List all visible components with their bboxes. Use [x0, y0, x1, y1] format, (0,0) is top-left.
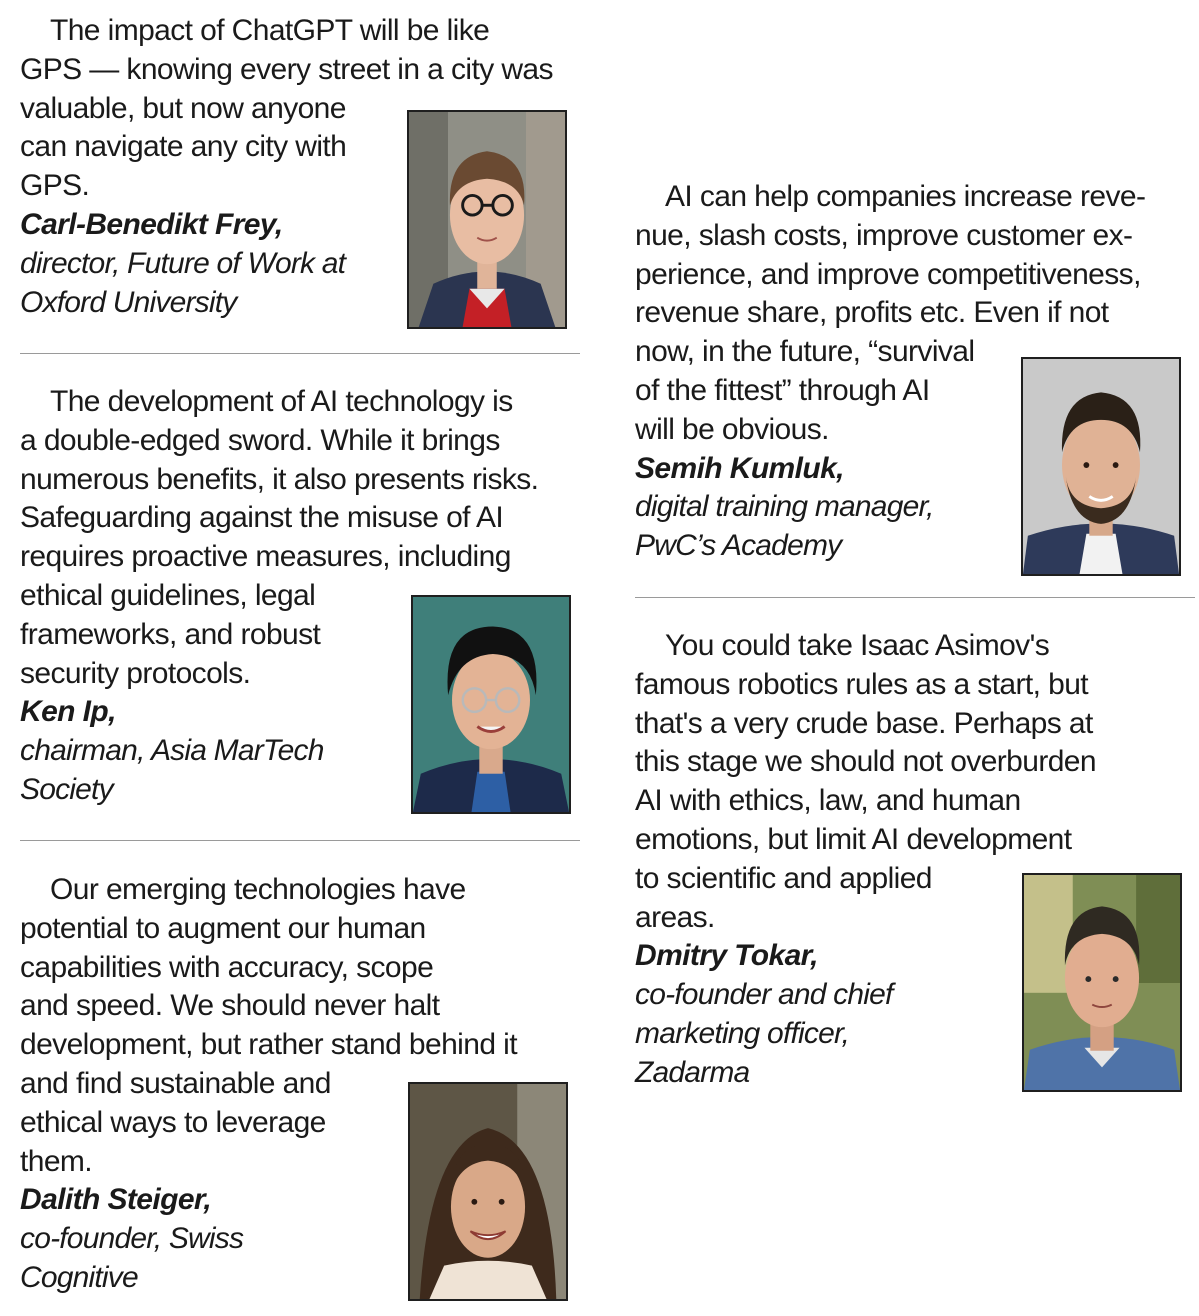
quote-line: frameworks, and robust [20, 617, 321, 651]
quote-line: numerous benefits, it also presents risks. [20, 462, 539, 496]
author-title: Zadarma [635, 1055, 750, 1089]
portrait-steiger [408, 1082, 568, 1301]
author-name: Semih Kumluk, [635, 451, 844, 485]
quote-line: them. [20, 1144, 93, 1178]
author-title: Cognitive [20, 1260, 138, 1294]
quote-line: will be obvious. [635, 412, 829, 446]
author-name: Dmitry Tokar, [635, 939, 818, 973]
author-name: Ken Ip, [20, 695, 116, 729]
quote-line: emotions, but limit AI development [635, 822, 1072, 856]
author-title: marketing officer, [635, 1016, 850, 1050]
author-name: Dalith Steiger, [20, 1183, 212, 1217]
divider [20, 840, 580, 841]
quote-line: and find sustainable and [20, 1066, 331, 1100]
divider [635, 597, 1195, 598]
quote-line: now, in the future, “survival [635, 335, 975, 369]
quote-line: perience, and improve competitiveness, [635, 257, 1141, 291]
portrait-frey [407, 110, 567, 329]
author-title: co-founder, Swiss [20, 1222, 244, 1256]
quote-line: revenue share, profits etc. Even if not [635, 296, 1109, 330]
portrait-kumluk [1021, 357, 1181, 576]
portrait-tokar [1022, 873, 1182, 1092]
quote-line: The impact of ChatGPT will be like [50, 14, 490, 47]
quote-line: capabilities with accuracy, scope [20, 950, 434, 984]
author-title: chairman, Asia MarTech [20, 734, 324, 768]
quote-line: Safeguarding against the misuse of AI [20, 501, 504, 535]
quote-line: GPS — knowing every street in a city was [20, 52, 553, 86]
quote-line: valuable, but now anyone [20, 91, 346, 125]
quote-line: ethical guidelines, legal [20, 578, 316, 612]
quote-line: development, but rather stand behind it [20, 1028, 517, 1062]
quote-line: The development of AI technology is [50, 385, 513, 418]
quote-line: security protocols. [20, 656, 251, 690]
quote-line: ethical ways to leverage [20, 1105, 326, 1139]
quote-line: Our emerging technologies have [50, 873, 466, 906]
quote-line: AI can help companies increase reve- [665, 180, 1146, 213]
quote-line: famous robotics rules as a start, but [635, 667, 1089, 701]
author-title: Oxford University [20, 285, 237, 319]
author-title: digital training manager, [635, 490, 934, 524]
quote-line: a double-edged sword. While it brings [20, 423, 500, 457]
author-title: co-founder and chief [635, 978, 893, 1012]
author-name: Carl-Benedikt Frey, [20, 207, 283, 241]
quote-line: potential to augment our human [20, 911, 426, 945]
author-title: director, Future of Work at [20, 246, 346, 280]
quote-line: You could take Isaac Asimov's [665, 629, 1050, 662]
quote-line: AI with ethics, law, and human [635, 784, 1021, 818]
quote-line: requires proactive measures, including [20, 540, 511, 574]
quote-line: nue, slash costs, improve customer ex- [635, 218, 1133, 252]
quote-line: and speed. We should never halt [20, 989, 440, 1023]
author-title: Society [20, 772, 113, 806]
quote-line: GPS. [20, 169, 90, 203]
quote-line: can navigate any city with [20, 130, 347, 164]
author-title: PwC’s Academy [635, 529, 842, 563]
quote-line: areas. [635, 900, 715, 934]
quote-line: to scientific and applied [635, 861, 932, 895]
quote-line: this stage we should not overburden [635, 745, 1096, 779]
quote-line: that's a very crude base. Perhaps at [635, 706, 1093, 740]
quote-line: of the fittest” through AI [635, 373, 930, 407]
divider [20, 353, 580, 354]
portrait-ip [411, 595, 571, 814]
